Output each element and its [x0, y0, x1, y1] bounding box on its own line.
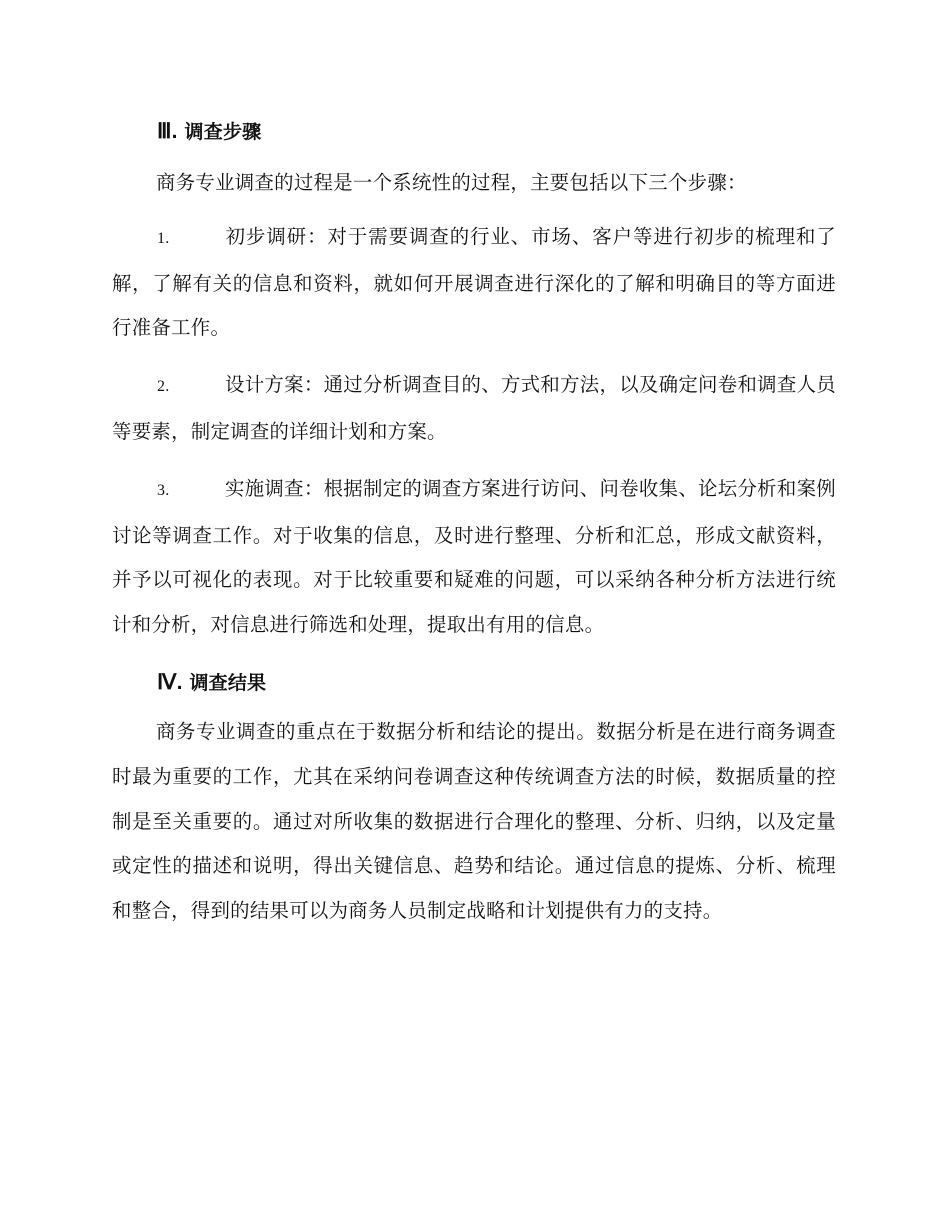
document-body	[112, 110, 836, 934]
section-4-title: 调查结果	[189, 671, 267, 694]
section-3-numeral: Ⅲ.	[157, 120, 178, 143]
section-4-numeral: Ⅳ.	[157, 670, 183, 694]
section-4-body: 商务专业调查的重点在于数据分析和结论的提出。数据分析是在进行商务调查时最为重要的工作，尤其在采纳问卷调查这种传统调查方法的时候，数据质量的控制是至关重要的。通过对所收集的数据进行合理化的整理、分析、归纳，以及定量或定性的描述和说明，得出关键信息、趋势和结论。通过信息的提炼、分析、梳理和整合，得到的结果可以为商务人员制定战略和计划提供有力的支持。	[112, 719, 836, 923]
section-3-title: 调查步骤	[184, 121, 262, 143]
list-item-number: 2.	[157, 378, 170, 396]
section-3-intro: 商务专业调查的过程是一个系统性的过程，主要包括以下三个步骤：	[156, 171, 747, 194]
list-item	[112, 363, 836, 455]
list-item-number: 3.	[157, 481, 170, 499]
list-item-number: 1.	[157, 229, 170, 247]
list-item-text: 初步调研：对于需要调查的行业、市场、客户等进行初步的梳理和了解，了解有关的信息和资料，就如何开展调查进行深化的了解和明确目的等方面进行准备工作。	[112, 224, 836, 340]
section-4-heading	[112, 661, 836, 705]
list-item-text: 设计方案：通过分析调查目的、方式和方法，以及确定问卷和调查人员等要素，制定调查的详细计划和方案。	[112, 373, 836, 443]
list-item	[112, 215, 836, 351]
list-item	[112, 467, 836, 648]
section-3-heading	[112, 110, 836, 154]
list-item-text: 实施调查：根据制定的调查方案进行访问、问卷收集、论坛分析和案例讨论等调查工作。对于收集的信息，及时进行整理、分析和汇总，形成文献资料，并予以可视化的表现。对于比较重要和疑难的问题，可以采纳各种分析方法进行统计和分析，对信息进行筛选和处理，提取出有用的信息。	[112, 476, 836, 637]
